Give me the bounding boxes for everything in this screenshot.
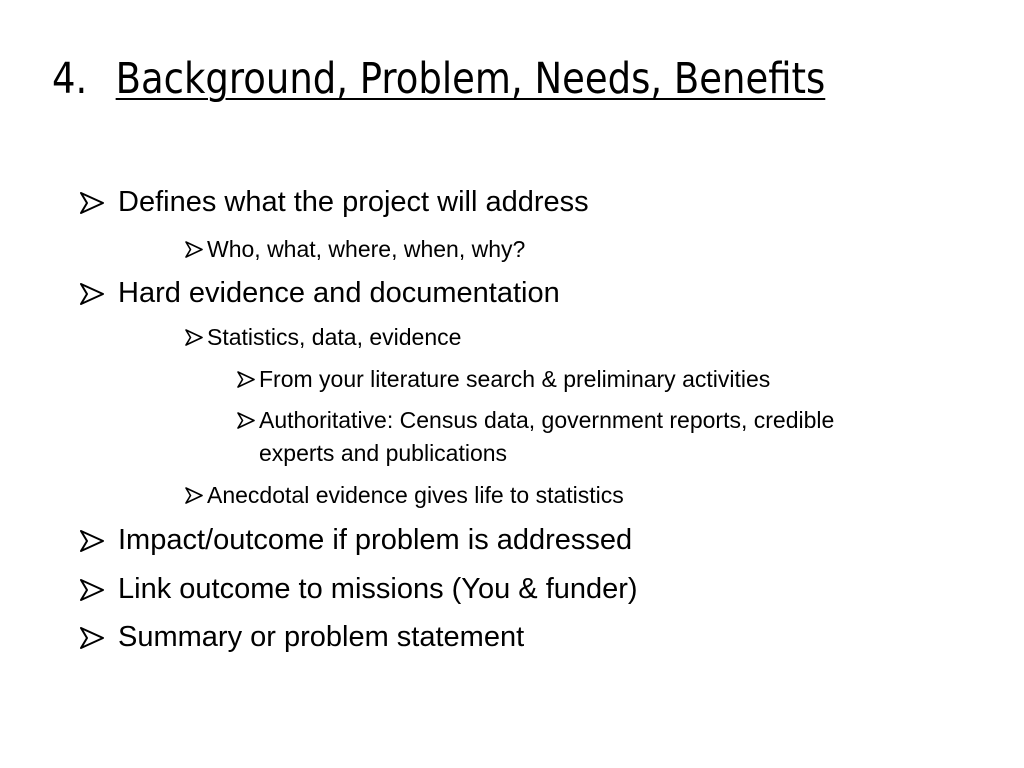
bullet-text: Summary or problem statement	[118, 621, 525, 653]
arrowhead-bullet-icon	[80, 522, 118, 552]
arrowhead-bullet-icon	[185, 322, 207, 346]
sub-bullet-item	[185, 322, 461, 352]
bullet-text: Who, what, where, when, why?	[207, 236, 526, 262]
arrowhead-bullet-icon	[80, 619, 118, 649]
bullet-item	[80, 184, 589, 220]
sub-bullet-item	[185, 234, 525, 264]
arrowhead-bullet-icon	[80, 184, 118, 214]
arrowhead-bullet-icon	[80, 571, 118, 601]
bullet-text: From your literature search & preliminary activities	[259, 366, 771, 392]
bullet-text: Defines what the project will address	[118, 186, 589, 218]
slide-title	[52, 50, 825, 108]
sub-sub-bullet-item	[237, 363, 909, 396]
arrowhead-bullet-icon	[237, 363, 259, 388]
bullet-text: Anecdotal evidence gives life to statistics	[207, 482, 624, 508]
bullet-item	[80, 275, 560, 311]
arrowhead-bullet-icon	[185, 480, 207, 504]
sub-sub-bullet-item	[237, 404, 909, 470]
bullet-text: Impact/outcome if problem is addressed	[118, 524, 633, 556]
bullet-text: Authoritative: Census data, government reports, credible experts and publications	[259, 407, 835, 466]
bullet-item	[80, 522, 632, 558]
title-number: 4.	[52, 54, 88, 104]
arrowhead-bullet-icon	[237, 404, 259, 429]
title-text: Background, Problem, Needs, Benefits	[115, 54, 826, 104]
bullet-item	[80, 619, 524, 655]
bullet-text: Link outcome to missions (You & funder)	[118, 573, 638, 605]
bullet-text: Statistics, data, evidence	[207, 324, 462, 350]
bullet-text: Hard evidence and documentation	[118, 277, 560, 309]
arrowhead-bullet-icon	[80, 275, 118, 305]
bullet-item	[80, 571, 638, 607]
arrowhead-bullet-icon	[185, 234, 207, 258]
sub-bullet-item	[185, 480, 624, 510]
